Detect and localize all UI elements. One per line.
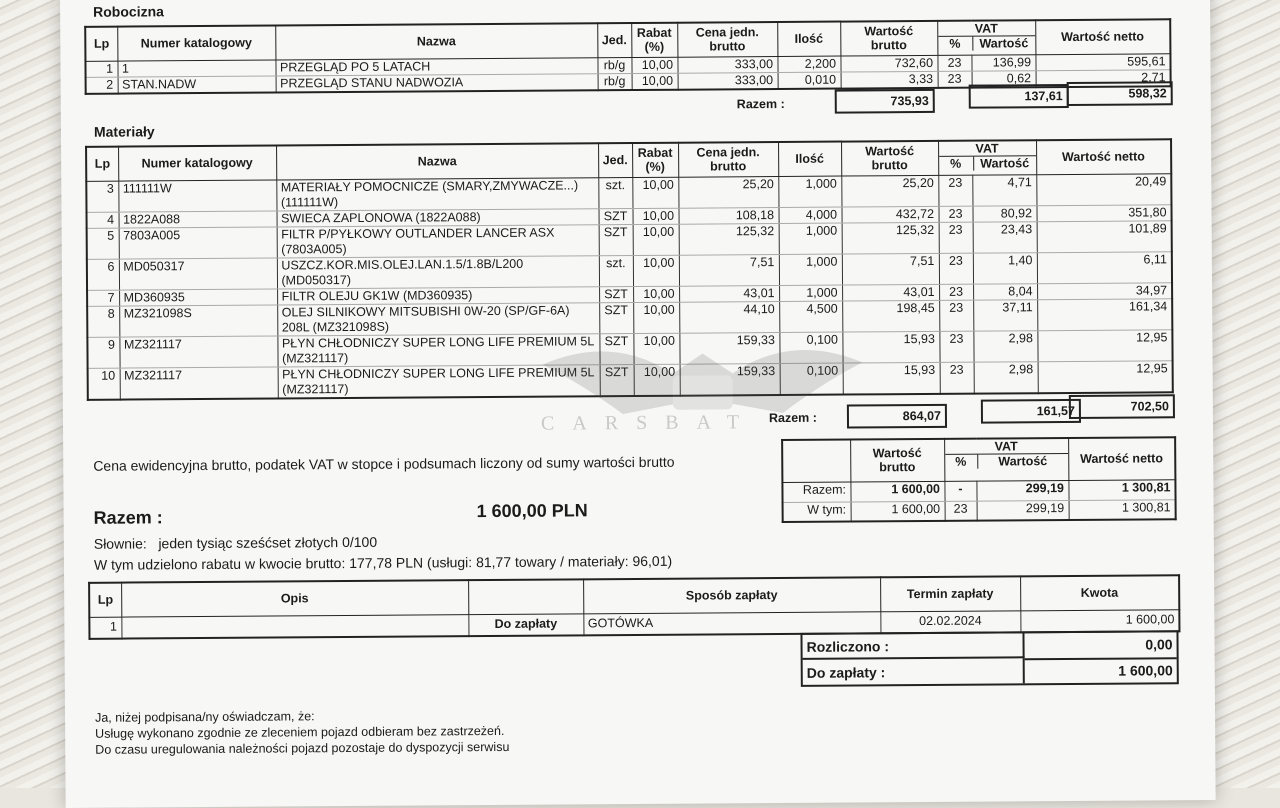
- materials-total-vat: 161,57: [981, 399, 1081, 424]
- cell-vat-pct: 23: [939, 300, 973, 331]
- cell-name: PRZEGLĄD STANU NADWOZIA: [276, 73, 598, 92]
- cell-unit-price: 25,20: [678, 176, 778, 208]
- cell-qty: 1,000: [779, 285, 842, 301]
- header-vat: [937, 20, 1035, 55]
- labor-total-gross: 735,93: [835, 89, 935, 114]
- cell-discount: 10,00: [631, 57, 677, 73]
- vat-row-gross: 1 600,00: [850, 481, 944, 502]
- cell-catalog: 7803A005: [119, 227, 277, 259]
- cell-name: OLEJ SILNIKOWY MITSUBISHI 0W-20 (SP/GF-6A) 208L (MZ321098S): [277, 302, 599, 335]
- header-gross: Wartość brutto: [840, 21, 937, 56]
- cell-qty: 1,000: [779, 254, 842, 285]
- header-vat-label: VAT: [975, 141, 999, 156]
- header-unit: Jed.: [597, 23, 631, 57]
- header-net: Wartość netto: [1035, 19, 1170, 54]
- cell-discount: 10,00: [633, 302, 679, 333]
- header-discount: Rabat (%): [632, 143, 678, 177]
- cell-vat-pct: 23: [939, 331, 973, 362]
- topay-value: 1 600,00: [1118, 662, 1173, 679]
- cell-vat-pct: 23: [938, 71, 972, 88]
- vat-summary-corner: [782, 440, 850, 482]
- cell-gross: 198,45: [842, 300, 939, 332]
- header-vat-sub: [938, 35, 1035, 51]
- header-lp: Lp: [86, 147, 118, 181]
- cell-lp: 5: [87, 228, 119, 259]
- cell-qty: 4,500: [779, 301, 842, 332]
- cell-net: 595,61: [1035, 53, 1170, 70]
- cell-discount: 10,00: [633, 286, 679, 302]
- cell-vat: 2,98: [974, 361, 1038, 393]
- header-qty: Ilość: [778, 142, 841, 176]
- declaration-line-1: Ja, niżej podpisana/ny oświadczam, że:: [94, 709, 315, 725]
- vat-summary-h-vat-label: VAT: [994, 439, 1018, 454]
- cell-vat-pct: 23: [937, 55, 971, 71]
- header-qty: Ilość: [777, 22, 840, 56]
- payment-label: Do zapłaty: [468, 613, 583, 636]
- table-row: [783, 499, 1176, 522]
- cell-net: 2,71: [1036, 69, 1171, 86]
- payment-lp: 1: [89, 617, 121, 639]
- header-catalog: Numer katalogowy: [118, 146, 276, 181]
- cell-discount: 10,00: [632, 73, 678, 90]
- cell-lp: 2: [86, 77, 118, 94]
- cell-vat-pct: 23: [940, 362, 974, 394]
- payment-amount: 1 600,00: [1020, 609, 1179, 632]
- cell-lp: 9: [87, 337, 119, 368]
- header-vat-value: Wartość: [979, 36, 1029, 51]
- cell-name: PŁYN CHŁODNICZY SUPER LONG LIFE PREMIUM 5L (MZ321117): [277, 333, 599, 366]
- vat-row-pct: 23: [945, 501, 977, 521]
- cell-net: 101,89: [1037, 220, 1172, 252]
- cell-unit: rb/g: [598, 73, 632, 90]
- vat-row-gross: 1 600,00: [851, 501, 945, 522]
- cell-net: 12,95: [1037, 329, 1172, 361]
- cell-vat: 2,98: [973, 330, 1037, 361]
- cell-net: 161,34: [1037, 298, 1172, 330]
- summary-note: Cena ewidencyjna brutto, podatek VAT w stopce i podsumach liczony od sumy wartości brutto: [93, 453, 675, 474]
- cell-unit: SZT: [600, 364, 634, 396]
- cell-catalog: STAN.NADW: [118, 76, 276, 94]
- vat-row-vat: 299,19: [977, 500, 1069, 521]
- settled-value: 0,00: [1024, 632, 1176, 660]
- slownie-value: jeden tysiąc sześćset złotych 0/100: [158, 533, 378, 552]
- cell-name: SWIECA ZAPLONOWA (1822A088): [277, 208, 599, 226]
- header-unit-price: Cena jedn. brutto: [677, 22, 777, 57]
- cell-lp: 10: [88, 368, 120, 400]
- payment-h-desc: Opis: [121, 580, 468, 616]
- cell-discount: 10,00: [634, 364, 680, 396]
- cell-name: USZCZ.KOR.MIS.OLEJ.LAN.1.5/1.8B/L200 (MD050317): [277, 255, 599, 288]
- cell-vat: 0,62: [972, 70, 1036, 87]
- header-unit: Jed.: [598, 143, 632, 177]
- labor-table: [84, 18, 1171, 94]
- table-row: [88, 360, 1173, 399]
- vat-row-label: W tym:: [783, 502, 851, 522]
- cell-discount: 10,00: [633, 255, 679, 286]
- cell-catalog: 111111W: [118, 180, 276, 212]
- labor-total-vat: 137,61: [969, 84, 1069, 109]
- cell-unit: SZT: [599, 302, 633, 333]
- cell-discount: 10,00: [633, 333, 679, 364]
- summary-razem-value: 1 600,00 PLN: [476, 500, 588, 522]
- header-vat-sub: [939, 155, 1036, 171]
- cell-unit-price: 333,00: [677, 56, 777, 73]
- vat-row-pct: -: [944, 481, 976, 501]
- declaration-line-2: Usługę wykonano zgodnie ze zleceniem pojazd odbieram bez zastrzeżeń.: [95, 723, 505, 741]
- cell-vat: 1,40: [973, 252, 1037, 283]
- cell-qty: 0,010: [778, 72, 841, 89]
- header-net: Wartość netto: [1036, 139, 1171, 174]
- cell-unit-price: 159,33: [679, 332, 779, 364]
- settled-label: Rozliczono :: [802, 633, 1024, 660]
- cell-vat: 4,71: [972, 174, 1036, 205]
- invoice-paper: [60, 0, 1216, 808]
- materials-section-title: Materiały: [93, 123, 155, 140]
- cell-gross: 15,93: [842, 331, 939, 363]
- cell-unit: SZT: [599, 224, 633, 255]
- vat-row-vat: 299,19: [976, 480, 1068, 501]
- cell-gross: 7,51: [842, 253, 939, 285]
- cell-lp: 8: [87, 306, 119, 337]
- header-unit-price: Cena jedn. brutto: [678, 142, 778, 177]
- cell-qty: 0,100: [779, 332, 842, 363]
- labor-total-net: 598,32: [1067, 81, 1173, 106]
- summary-slownie: [94, 534, 377, 552]
- header-vat: [938, 140, 1036, 175]
- cell-net: 6,11: [1037, 251, 1172, 283]
- payment-h-method: Sposób zapłaty: [583, 577, 880, 613]
- cell-catalog: MD050317: [119, 258, 277, 290]
- cell-gross: 15,93: [843, 362, 940, 394]
- vat-summary-table: [781, 436, 1177, 523]
- cell-discount: 10,00: [633, 224, 679, 255]
- vat-row-label: Razem:: [782, 482, 850, 502]
- cell-lp: 4: [87, 212, 119, 228]
- payment-h-due: Termin zapłaty: [880, 576, 1020, 611]
- labor-total-label: Razem :: [736, 96, 785, 112]
- materials-total-label: Razem :: [768, 410, 817, 426]
- cell-vat-pct: 23: [939, 253, 973, 284]
- cell-catalog: MZ321117: [119, 336, 277, 368]
- summary-discount: W tym udzielono rabatu w kwocie brutto: 177,78 PLN (usługi: 81,77 towary / materiały: 96,01): [93, 552, 673, 573]
- vat-summary-h-vat-sub: [945, 453, 1068, 469]
- cell-qty: 1,000: [778, 176, 841, 207]
- cell-lp: 3: [86, 181, 118, 212]
- cell-unit: szt.: [598, 177, 632, 208]
- cell-unit-price: 108,18: [678, 207, 778, 224]
- cell-vat: 136,99: [971, 54, 1035, 70]
- materials-rows: [86, 173, 1173, 399]
- cell-unit: szt.: [599, 255, 633, 286]
- vat-summary-h-gross: Wartość brutto: [850, 439, 944, 482]
- vat-row-net: 1 300,81: [1068, 479, 1175, 500]
- cell-net: 20,49: [1036, 173, 1171, 205]
- vat-summary-h-vat: [944, 438, 1068, 481]
- vat-summary-h-pct: %: [945, 455, 978, 469]
- cell-vat-pct: 23: [939, 284, 973, 300]
- cell-unit-price: 159,33: [680, 363, 780, 395]
- declaration: [95, 707, 509, 758]
- payment-h-empty: [468, 579, 583, 614]
- header-vat-value: Wartość: [980, 156, 1030, 171]
- cell-unit: SZT: [598, 208, 632, 224]
- header-vat-pct: %: [939, 157, 974, 171]
- cell-catalog: MZ321117: [120, 367, 278, 400]
- cell-qty: 4,000: [778, 207, 841, 223]
- cell-catalog: 1: [117, 60, 275, 77]
- cell-name: PŁYN CHŁODNICZY SUPER LONG LIFE PREMIUM 5L (MZ321117): [278, 364, 600, 398]
- cell-gross: 43,01: [842, 284, 939, 301]
- materials-total-gross: 864,07: [847, 404, 947, 429]
- vat-summary-h-net: Wartość netto: [1068, 437, 1175, 480]
- cell-net: 351,80: [1036, 204, 1171, 221]
- cell-gross: 25,20: [841, 175, 938, 207]
- table-row: [782, 479, 1175, 502]
- cell-net: 34,97: [1037, 282, 1172, 299]
- cell-name: PRZEGLĄD PO 5 LATACH: [275, 57, 597, 75]
- header-discount: Rabat (%): [631, 23, 677, 57]
- header-gross: Wartość brutto: [841, 141, 938, 176]
- labor-section-title: Robocizna: [93, 3, 164, 20]
- cell-vat: 80,92: [972, 205, 1036, 221]
- summary-razem-label: Razem :: [93, 507, 163, 528]
- cell-gross: 3,33: [841, 71, 938, 88]
- payment-h-amount: Kwota: [1020, 575, 1179, 610]
- cell-lp: 7: [87, 290, 119, 306]
- settlement-box: [800, 630, 1178, 687]
- header-lp: Lp: [85, 27, 117, 61]
- cell-qty: 2,200: [777, 56, 840, 72]
- header-name: Nazwa: [275, 23, 597, 59]
- cell-unit-price: 125,32: [679, 223, 779, 255]
- cell-qty: 0,100: [780, 363, 843, 395]
- topay-label: Do zapłaty :: [803, 658, 1025, 685]
- payment-h-lp: Lp: [89, 583, 121, 617]
- cell-vat: 37,11: [973, 299, 1037, 330]
- header-vat-label: VAT: [974, 21, 998, 36]
- payment-method: GOTÓWKA: [583, 611, 880, 635]
- cell-vat: 8,04: [973, 283, 1037, 299]
- cell-lp: 6: [87, 259, 119, 290]
- cell-net: 12,95: [1038, 360, 1173, 392]
- cell-gross: 732,60: [840, 55, 937, 72]
- payment-due: 02.02.2024: [880, 610, 1020, 633]
- cell-name: FILTR OLEJU GK1W (MD360935): [277, 286, 599, 304]
- cell-unit: SZT: [599, 286, 633, 302]
- cell-unit-price: 333,00: [678, 72, 778, 89]
- vat-summary-header: [782, 437, 1175, 482]
- cell-catalog: 1822A088: [119, 211, 277, 228]
- cell-gross: 432,72: [841, 206, 938, 223]
- cell-lp: 1: [85, 61, 117, 77]
- materials-total-net: 702,50: [1069, 394, 1175, 419]
- cell-vat: 23,43: [973, 221, 1037, 252]
- payment-desc: [121, 614, 468, 638]
- cell-vat-pct: 23: [938, 175, 972, 206]
- cell-gross: 125,32: [842, 222, 939, 254]
- cell-unit: rb/g: [597, 57, 631, 73]
- header-catalog: Numer katalogowy: [117, 26, 275, 61]
- header-name: Nazwa: [276, 143, 598, 179]
- materials-table: [85, 138, 1174, 400]
- declaration-line-3: Do czasu uregulowania należności pojazd pozostaje do dyspozycji serwisu: [95, 739, 510, 757]
- vat-summary-h-value: Wartość: [998, 454, 1048, 469]
- payment-table: [88, 574, 1180, 640]
- cell-name: FILTR P/PYŁKOWY OUTLANDER LANCER ASX (7803A005): [277, 224, 599, 257]
- header-vat-pct: %: [938, 37, 973, 51]
- cell-qty: 1,000: [779, 223, 842, 254]
- cell-catalog: MD360935: [119, 289, 277, 306]
- vat-summary-rows: [782, 479, 1175, 522]
- cell-name: MATERIAŁY POMOCNICZE (SMARY,ZMYWACZE...) (111111W): [276, 177, 598, 210]
- cell-unit-price: 7,51: [679, 254, 779, 286]
- cell-catalog: MZ321098S: [119, 305, 277, 337]
- cell-unit-price: 43,01: [679, 285, 779, 302]
- cell-vat-pct: 23: [939, 222, 973, 253]
- cell-vat-pct: 23: [938, 206, 972, 222]
- cell-discount: 10,00: [632, 177, 678, 208]
- cell-discount: 10,00: [632, 208, 678, 224]
- vat-row-net: 1 300,81: [1069, 499, 1176, 520]
- watermark-text: CARSBAT: [540, 411, 758, 435]
- cell-unit: SZT: [599, 333, 633, 364]
- cell-unit-price: 44,10: [679, 301, 779, 333]
- slownie-label: Słownie:: [93, 535, 147, 552]
